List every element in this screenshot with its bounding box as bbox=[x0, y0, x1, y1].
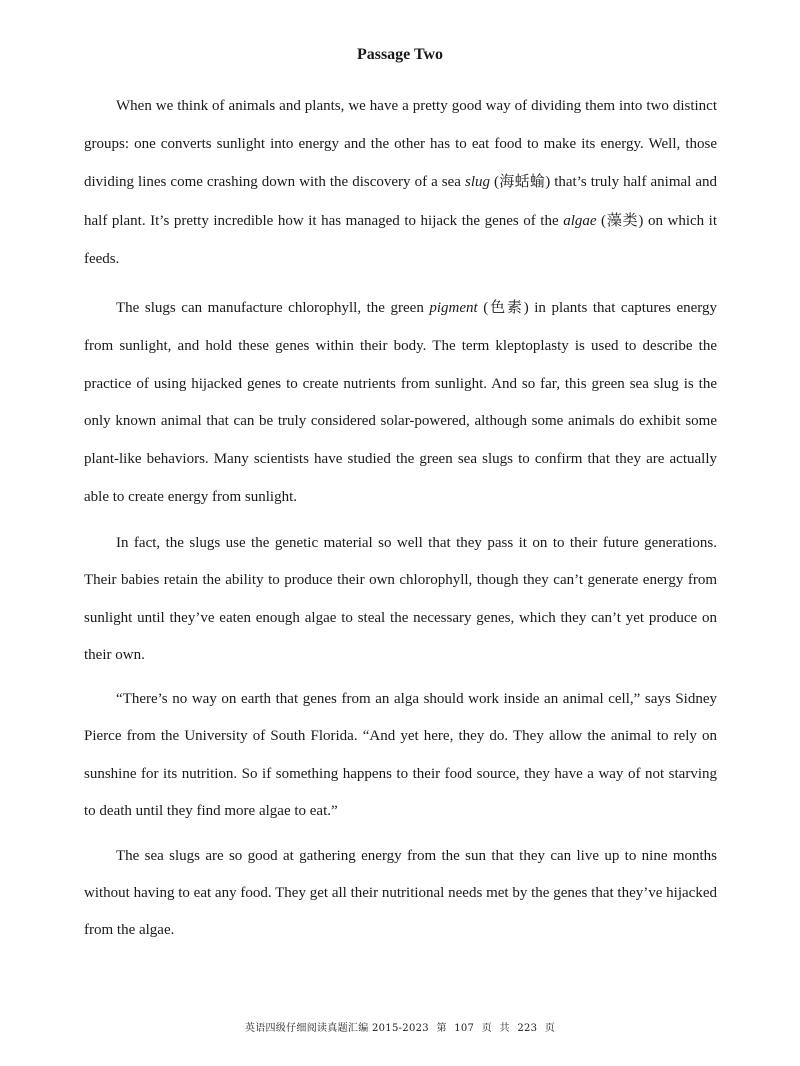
paragraph-4 bbox=[84, 681, 717, 831]
paragraph-3-text: In fact, the slugs use the genetic material so well that they pass it on to their future generations. Their babies retain the ability to produce their own chlorophyll, though they can’t generate energy from sunlight until they’ve eaten enough algae to steal the necessary genes, which they can’t yet produce on their own. bbox=[84, 535, 717, 663]
term-pigment: pigment bbox=[429, 300, 478, 316]
paragraph-5 bbox=[84, 838, 717, 950]
term-slug: slug bbox=[465, 174, 491, 191]
term-algae: algae bbox=[563, 212, 597, 229]
footer-total-prefix: 共 bbox=[499, 1023, 510, 1034]
footer-page-word: 页 bbox=[481, 1023, 493, 1034]
paragraph-1-text-b: (海蛞蝓) that’s truly half animal and half plant. It’s pretty incredible how it has managed to hijack the genes of the bbox=[84, 174, 718, 229]
paragraph-1 bbox=[84, 87, 717, 278]
paragraph-1-text-c: (藻类) on which it feeds. bbox=[84, 212, 718, 267]
paragraph-5-text: The sea slugs are so good at gathering energy from the sun that they can live up to nine months without having to eat any food. They get all their nutritional needs met by the genes that they’ve hijacked from the algae. bbox=[84, 848, 717, 939]
paragraph-2-text-b: (色素) in plants that captures energy from sunlight, and hold these genes within their body. The term kleptoplasty is used to describe the practice of using hijacked genes to create nutrients from sunlight. And so far, this green sea slug is the only known animal that can be truly considered solar-powered, although some animals do exhibit some plant-like behaviors. Many scientists have studied the green sea slugs to confirm that they are actually able to create energy from sunlight. bbox=[84, 300, 717, 505]
page-footer bbox=[0, 1022, 800, 1036]
footer-total-pages: 223 bbox=[517, 1023, 538, 1034]
paragraph-2-text-a: The slugs can manufacture chlorophyll, the green bbox=[116, 300, 430, 316]
footer-page-number: 107 bbox=[454, 1023, 475, 1034]
paragraph-1-text-a: When we think of animals and plants, we have a pretty good way of dividing them into two distinct groups: one converts sunlight into energy and the other has to eat food to make its energy. Well, those dividing lines come crashing down with the discovery of a sea bbox=[84, 98, 717, 191]
paragraph-4-text: “There’s no way on earth that genes from an alga should work inside an animal cell,” says Sidney Pierce from the University of South Florida. “And yet here, they do. They allow the animal to rely on sunshine for its nutrition. So if something happens to their food source, they have a way of not starving to death until they find more algae to eat.” bbox=[84, 691, 717, 820]
paragraph-3 bbox=[84, 525, 717, 674]
passage-title: Passage Two bbox=[356, 46, 444, 63]
paragraph-2 bbox=[84, 290, 717, 517]
footer-page-prefix: 第 bbox=[436, 1023, 447, 1034]
footer-total-word: 页 bbox=[544, 1023, 556, 1034]
footer-collection-title: 英语四级仔细阅读真题汇编 2015-2023 bbox=[244, 1023, 429, 1034]
